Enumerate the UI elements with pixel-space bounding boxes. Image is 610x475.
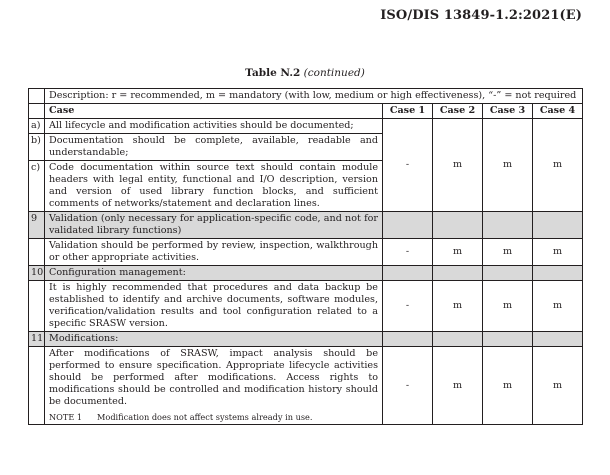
row-text: Validation should be performed by review, inspection, walkthrough or other appropriate activities. [45, 239, 383, 266]
row-id: c) [29, 161, 45, 212]
section-heading: Configuration management: [45, 266, 383, 281]
document-id: ISO/DIS 13849-1.2:2021(E) [380, 8, 582, 23]
case-2-value: m [433, 281, 483, 332]
row-text: It is highly recommended that procedures and data backup be established to identify and archive documents, software modules, verification/validation results and tool configuration related to a specific SRASW version. [45, 281, 383, 332]
case-1-value: - [383, 347, 433, 425]
case-3-value: m [483, 281, 533, 332]
section-heading-row [29, 332, 583, 347]
table-row [29, 239, 583, 266]
case-1-value: - [383, 239, 433, 266]
table-title-label: Table N.2 [245, 67, 301, 79]
note-label: NOTE 1 [49, 412, 83, 422]
row-text-cell [45, 347, 383, 425]
table-title [0, 67, 610, 79]
section-number: 9 [29, 212, 45, 239]
table-row [29, 281, 583, 332]
table-row [29, 347, 583, 425]
section-heading: Modifications: [45, 332, 383, 347]
row-id: b) [29, 134, 45, 161]
case-4-value: m [533, 347, 583, 425]
case-4-value: m [533, 239, 583, 266]
case-2-value: m [433, 119, 483, 212]
row-text: After modifications of SRASW, impact analysis should be performed to ensure specification. Appropriate lifecycle activities should be performed after modifications. Access rights to modifications should be controlled and modification history should be documented. [49, 348, 378, 407]
case-1-value: - [383, 281, 433, 332]
column-header-case: Case [45, 104, 383, 119]
description-row [29, 89, 583, 104]
case-1-value: - [383, 119, 433, 212]
case-3-value: m [483, 347, 533, 425]
note-text: Modification does not affect systems already in use. [97, 412, 313, 422]
case-2-value: m [433, 239, 483, 266]
requirements-table [28, 88, 583, 425]
row-text: Code documentation within source text should contain module headers with legal entity, functional and I/O description, version and version of used library function blocks, and sufficient comments of networks/statement and declaration lines. [45, 161, 383, 212]
case-4-value: m [533, 281, 583, 332]
case-3-value: m [483, 119, 533, 212]
table-row [29, 119, 583, 134]
section-number: 11 [29, 332, 45, 347]
case-3-value: m [483, 239, 533, 266]
section-heading: Validation (only necessary for application-specific code, and not for validated library functions) [45, 212, 383, 239]
column-header-case-1: Case 1 [383, 104, 433, 119]
header-row [29, 104, 583, 119]
note [49, 411, 378, 423]
column-header-case-3: Case 3 [483, 104, 533, 119]
section-heading-row [29, 212, 583, 239]
section-heading-row [29, 266, 583, 281]
description-text: Description: r = recommended, m = mandatory (with low, medium or high effectiveness), “-” = not required [45, 89, 583, 104]
section-number: 10 [29, 266, 45, 281]
row-text: Documentation should be complete, available, readable and understandable; [45, 134, 383, 161]
case-4-value: m [533, 119, 583, 212]
row-id: a) [29, 119, 45, 134]
column-header-case-4: Case 4 [533, 104, 583, 119]
row-text: All lifecycle and modification activities should be documented; [45, 119, 383, 134]
table-title-suffix: (continued) [303, 67, 365, 79]
column-header-case-2: Case 2 [433, 104, 483, 119]
case-2-value: m [433, 347, 483, 425]
